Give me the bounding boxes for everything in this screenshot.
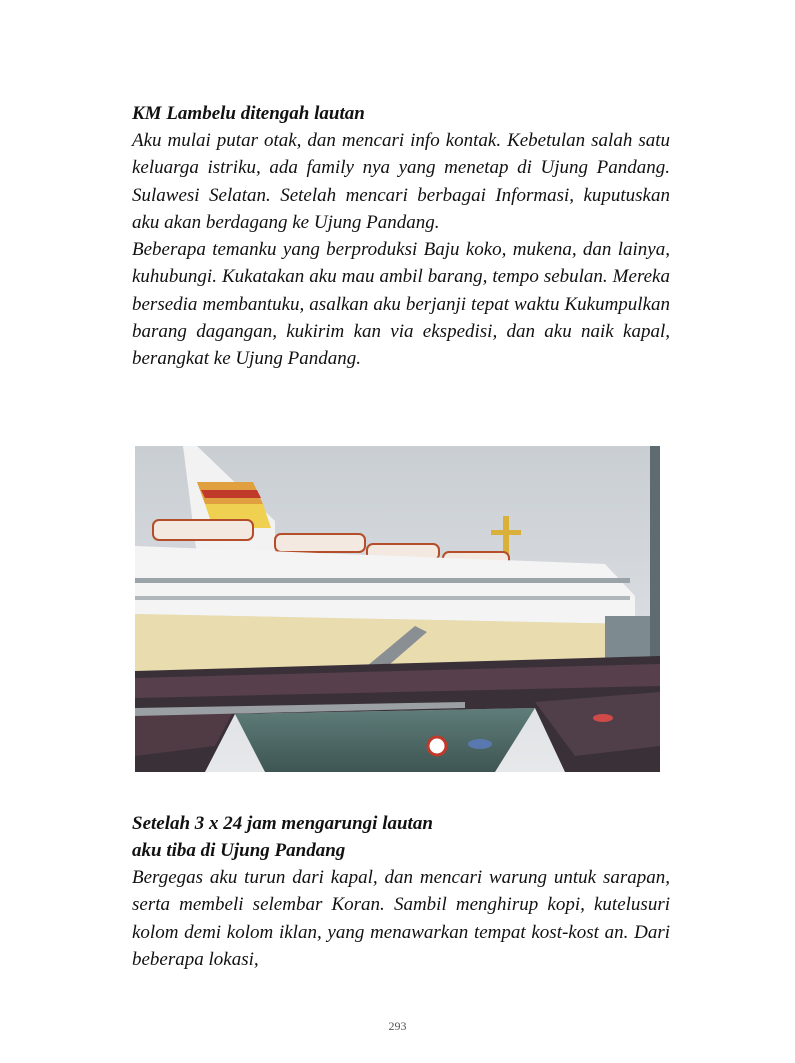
section-2-heading-line-2: aku tiba di Ujung Pandang bbox=[132, 840, 346, 861]
section-1-heading: KM Lambelu ditengah lautan bbox=[132, 103, 365, 124]
section-1-paragraph-1: Aku mulai putar otak, dan mencari info kontak. Kebetulan salah satu keluarga istriku, ada family nya yang menetap di Ujung Pandang. Sulawesi Selatan. Setelah mencari berbagai Informasi, kuputuskan aku akan berdagang ke Ujung Pandang. bbox=[132, 130, 670, 233]
section-2-paragraph: Bergegas aku turun dari kapal, dan mencari warung untuk sarapan, serta membeli selembar Koran. Sambil menghirup kopi, kutelusuri kolom demi kolom iklan, yang menawarkan tempat kost-kost an. Dari beberapa lokasi, bbox=[132, 867, 670, 970]
section-1 bbox=[132, 100, 670, 373]
section-1-paragraph-2: Beberapa temanku yang berproduksi Baju koko, mukena, dan lainya, kuhubungi. Kukatakan aku mau ambil barang, tempo sebulan. Mereka bersedia membantuku, asalkan aku berjanji tepat waktu Kukumpulkan barang dagangan, kukirim kan via ekspedisi, dan aku naik kapal, berangkat ke Ujung Pandang. bbox=[132, 239, 670, 370]
section-2-heading-line-1: Setelah 3 x 24 jam mengarungi lautan bbox=[132, 813, 433, 834]
ship-photo bbox=[135, 446, 660, 772]
section-2 bbox=[132, 810, 670, 973]
page-number: 293 bbox=[388, 1019, 407, 1033]
